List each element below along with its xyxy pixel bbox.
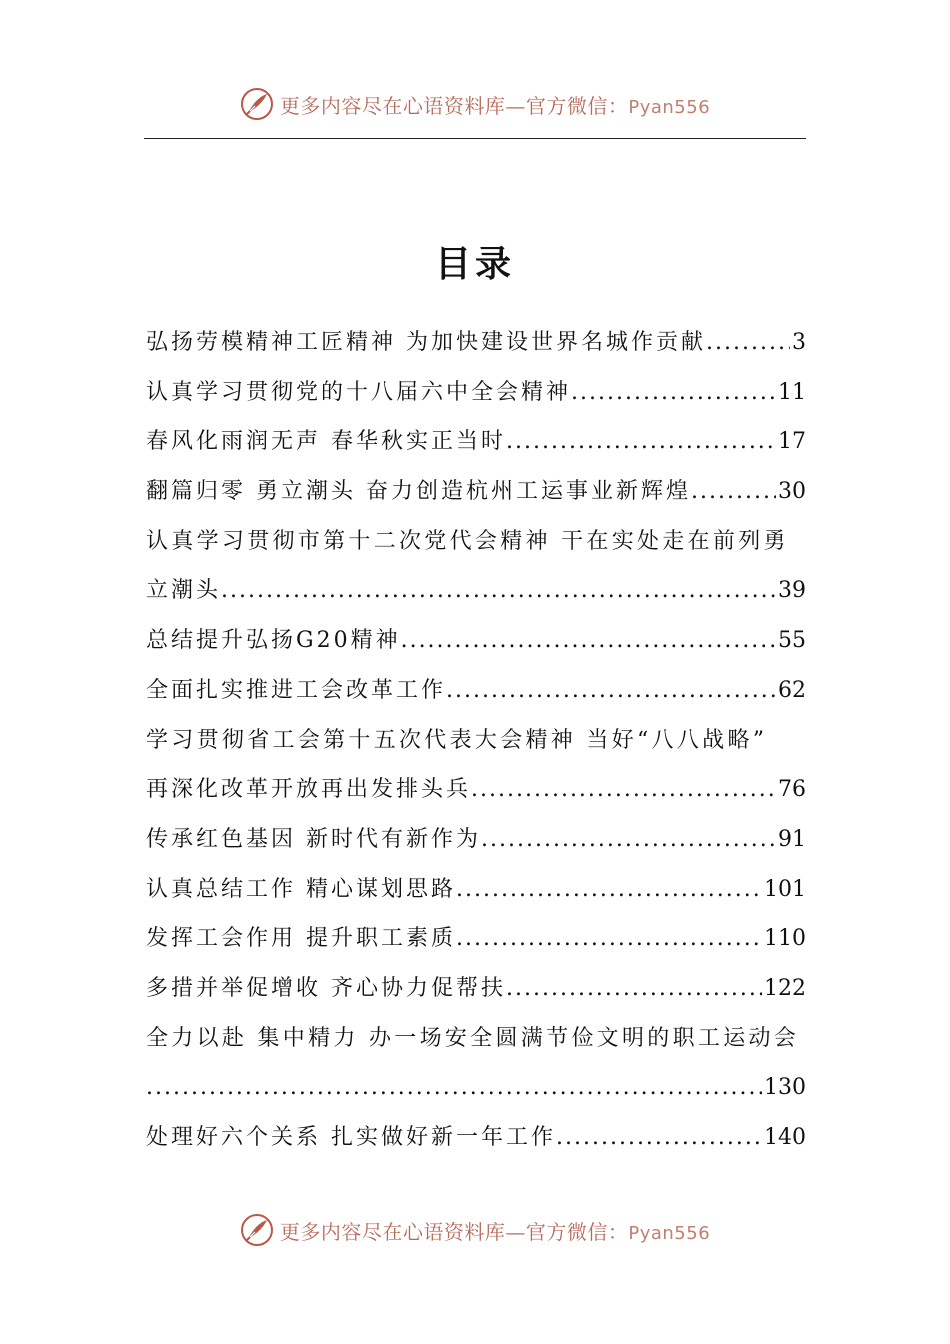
toc-entry[interactable]: 全面扎实推进工会改革工作 ..... 62: [146, 666, 806, 716]
toc-entry[interactable]: 处理好六个关系 扎实做好新一年工作 ..... 140: [146, 1113, 806, 1163]
header-divider: [144, 138, 806, 139]
banner-text: 更多内容尽在心语资料库—官方微信：Pyan556: [279, 93, 711, 118]
toc-entry-line1[interactable]: 认真学习贯彻市第十二次党代会精神 干在实处走在前列勇: [146, 528, 789, 554]
toc-entry[interactable]: 传承红色基因 新时代有新作为 ..... 91: [146, 815, 806, 865]
page-title: 目录: [434, 243, 515, 285]
toc-entry-line2[interactable]: 立潮头 ..... 39: [146, 566, 806, 616]
toc-entry[interactable]: 总结提升弘扬G20精神 ..... 55: [146, 616, 806, 666]
toc-entry[interactable]: 翻篇归零 勇立潮头 奋力创造杭州工运事业新辉煌 ..... 30: [146, 467, 806, 517]
footer-banner: [0, 1210, 950, 1250]
quill-pen-logo-icon: [240, 1213, 274, 1247]
toc-entry[interactable]: 春风化雨润无声 春华秋实正当时 ..... 17: [146, 417, 806, 467]
toc-entry-line1[interactable]: 全力以赴 集中精力 办一场安全圆满节俭文明的职工运动会: [146, 1025, 800, 1051]
toc-entry[interactable]: 认真总结工作 精心谋划思路 ..... 101: [146, 865, 806, 915]
quill-pen-logo-icon: [240, 87, 274, 121]
table-of-contents: [146, 318, 806, 1163]
toc-entry[interactable]: 多措并举促增收 齐心协力促帮扶 ..... 122: [146, 964, 806, 1014]
toc-entry-line1[interactable]: 学习贯彻省工会第十五次代表大会精神 当好“八八战略”: [146, 727, 768, 753]
wechat-id: Pyan556: [628, 96, 711, 118]
wechat-id: Pyan556: [628, 1222, 711, 1244]
banner-text: 更多内容尽在心语资料库—官方微信：Pyan556: [279, 1219, 711, 1244]
header-banner: [0, 84, 950, 124]
toc-entry[interactable]: 弘扬劳模精神工匠精神 为加快建设世界名城作贡献 ..... 3: [146, 318, 806, 368]
toc-entry-line2[interactable]: 再深化改革开放再出发排头兵 ..... 76: [146, 765, 806, 815]
toc-entry[interactable]: 认真学习贯彻党的十八届六中全会精神 ..... 11: [146, 368, 806, 418]
toc-entry[interactable]: 发挥工会作用 提升职工素质 ..... 110: [146, 914, 806, 964]
toc-entry-line2[interactable]: ..... 130: [146, 1063, 806, 1113]
